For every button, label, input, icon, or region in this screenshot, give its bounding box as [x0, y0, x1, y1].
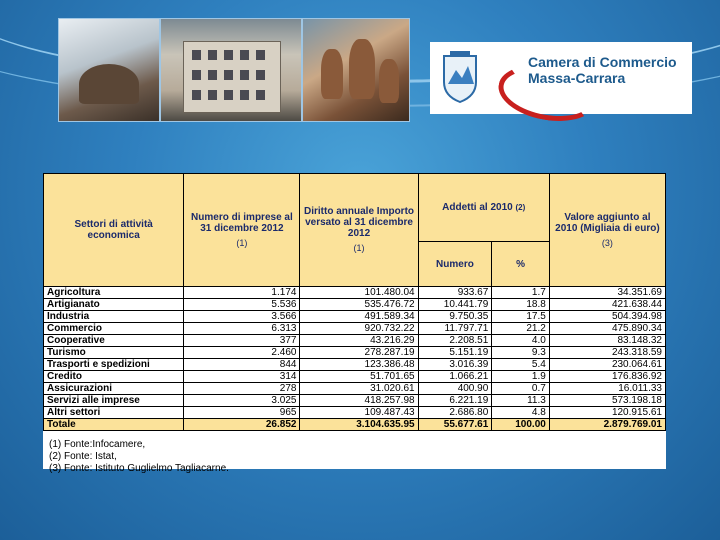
cell-imprese: 314 [184, 371, 300, 383]
cell-perc: 4.8 [492, 407, 550, 419]
painting-photo [302, 18, 410, 122]
cell-numero: 2.208.51 [418, 335, 492, 347]
cell-imprese: 2.460 [184, 347, 300, 359]
cell-diritto: 491.589.34 [300, 311, 418, 323]
header-diritto [300, 174, 418, 287]
org-name [528, 54, 677, 86]
cell-imprese: 844 [184, 359, 300, 371]
cell-imprese: 6.313 [184, 323, 300, 335]
cell-imprese: 965 [184, 407, 300, 419]
cell-settore: Servizi alle imprese [44, 395, 184, 407]
cell-numero: 11.797.71 [418, 323, 492, 335]
note-2: (2) Fonte: Istat, [49, 451, 117, 462]
cell-valore: 230.064.61 [549, 359, 665, 371]
table-row [44, 287, 666, 299]
cell-imprese: 3.025 [184, 395, 300, 407]
cell-valore: 243.318.59 [549, 347, 665, 359]
cell-valore: 573.198.18 [549, 395, 665, 407]
building-shape [183, 41, 281, 113]
header-addetti-label: Addetti al 2010 [442, 202, 513, 213]
header-valore [549, 174, 665, 287]
cell-numero: 3.016.39 [418, 359, 492, 371]
note-3: (3) Fonte: Istituto Guglielmo Tagliacarne. [49, 463, 229, 474]
cell-imprese: 3.566 [184, 311, 300, 323]
cell-perc: 0.7 [492, 383, 550, 395]
cell-numero: 400.90 [418, 383, 492, 395]
cell-settore: Agricoltura [44, 287, 184, 299]
cell-valore: 504.394.98 [549, 311, 665, 323]
cell-settore: Commercio [44, 323, 184, 335]
cell-settore: Turismo [44, 347, 184, 359]
cell-perc: 100.00 [492, 419, 550, 431]
cell-diritto: 51.701.65 [300, 371, 418, 383]
cell-settore: Credito [44, 371, 184, 383]
cell-valore: 16.011.33 [549, 383, 665, 395]
table-row [44, 407, 666, 419]
header-valore-note: (3) [601, 237, 613, 248]
cell-numero: 933.67 [418, 287, 492, 299]
cell-numero: 55.677.61 [418, 419, 492, 431]
cell-diritto: 418.257.98 [300, 395, 418, 407]
sculpture-photo [58, 18, 160, 122]
note-1: (1) Fonte:Infocamere, [49, 439, 146, 450]
cell-valore: 83.148.32 [549, 335, 665, 347]
header-numero: Numero [418, 242, 492, 287]
header-addetti [418, 174, 549, 242]
table-total-row [44, 419, 666, 431]
header-settori: Settori di attività economica [44, 174, 184, 287]
cell-perc: 17.5 [492, 311, 550, 323]
cell-diritto: 43.216.29 [300, 335, 418, 347]
header-perc: % [492, 242, 550, 287]
cell-perc: 1.7 [492, 287, 550, 299]
header-addetti-note: (2) [515, 203, 526, 212]
org-name-line2: Massa-Carrara [528, 70, 626, 86]
cell-diritto: 109.487.43 [300, 407, 418, 419]
table-row [44, 323, 666, 335]
cell-settore: Assicurazioni [44, 383, 184, 395]
data-document [43, 173, 666, 474]
header-imprese-note: (1) [236, 237, 248, 248]
sculpture-shape [79, 64, 139, 104]
table-row [44, 359, 666, 371]
cell-imprese: 26.852 [184, 419, 300, 431]
cell-perc: 21.2 [492, 323, 550, 335]
table-row [44, 371, 666, 383]
cell-imprese: 278 [184, 383, 300, 395]
cell-numero: 1.066.21 [418, 371, 492, 383]
cell-valore: 2.879.769.01 [549, 419, 665, 431]
crest-icon [440, 48, 480, 104]
cell-valore: 421.638.44 [549, 299, 665, 311]
cell-settore: Trasporti e spedizioni [44, 359, 184, 371]
cell-perc: 5.4 [492, 359, 550, 371]
table-row [44, 311, 666, 323]
cell-imprese: 1.174 [184, 287, 300, 299]
cell-imprese: 5.536 [184, 299, 300, 311]
cell-perc: 1.9 [492, 371, 550, 383]
cell-diritto: 31.020.61 [300, 383, 418, 395]
cell-numero: 2.686.80 [418, 407, 492, 419]
cell-diritto: 920.732.22 [300, 323, 418, 335]
cell-settore: Industria [44, 311, 184, 323]
table-row [44, 395, 666, 407]
header-diritto-label: Diritto annuale Importo versato al 31 dicembre 2012 [304, 206, 415, 239]
table-row [44, 299, 666, 311]
cell-diritto: 3.104.635.95 [300, 419, 418, 431]
cell-settore: Totale [44, 419, 184, 431]
cell-perc: 9.3 [492, 347, 550, 359]
cell-numero: 10.441.79 [418, 299, 492, 311]
org-name-line1: Camera di Commercio [528, 54, 677, 70]
cell-numero: 9.750.35 [418, 311, 492, 323]
logo-panel [430, 42, 692, 114]
sector-table [43, 173, 666, 431]
cell-settore: Cooperative [44, 335, 184, 347]
cell-perc: 4.0 [492, 335, 550, 347]
cell-perc: 11.3 [492, 395, 550, 407]
cell-numero: 5.151.19 [418, 347, 492, 359]
cell-diritto: 535.476.72 [300, 299, 418, 311]
header-imprese-label: Numero di imprese al 31 dicembre 2012 [191, 211, 293, 234]
cell-valore: 176.836.92 [549, 371, 665, 383]
header-valore-label: Valore aggiunto al 2010 (Migliaia di euro) [555, 211, 660, 234]
banner [0, 0, 720, 135]
cell-diritto: 278.287.19 [300, 347, 418, 359]
cell-settore: Artigianato [44, 299, 184, 311]
cell-imprese: 377 [184, 335, 300, 347]
cell-diritto: 123.386.48 [300, 359, 418, 371]
cell-settore: Altri settori [44, 407, 184, 419]
header-diritto-note: (1) [353, 243, 365, 253]
cell-perc: 18.8 [492, 299, 550, 311]
cell-diritto: 101.480.04 [300, 287, 418, 299]
building-photo [160, 18, 302, 122]
cell-valore: 34.351.69 [549, 287, 665, 299]
source-notes [43, 431, 666, 483]
table-row [44, 347, 666, 359]
table-body [44, 287, 666, 431]
table-row [44, 335, 666, 347]
table-row [44, 383, 666, 395]
cell-valore: 475.890.34 [549, 323, 665, 335]
cell-valore: 120.915.61 [549, 407, 665, 419]
header-imprese [184, 174, 300, 287]
cell-numero: 6.221.19 [418, 395, 492, 407]
